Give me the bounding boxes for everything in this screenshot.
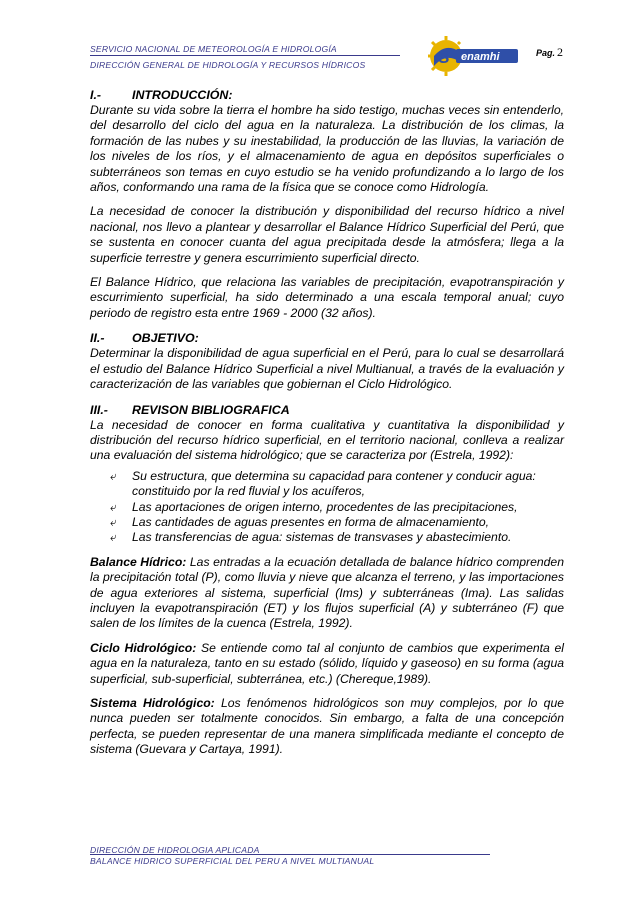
paragraph: El Balance Hídrico, que relaciona las variables de precipitación, evapotranspiración y escurrimiento superficial, ha sido determinado a una escala temporal anual; cuyo periodo de registro esta entre 1969 - 2000 (32 años). bbox=[90, 275, 564, 320]
footer-line1: DIRECCIÓN DE HIDROLOGIA APLICADA bbox=[90, 845, 260, 855]
page-number-value: 2 bbox=[557, 45, 564, 59]
list-item-text: Su estructura, que determina su capacidad para contener y conducir agua: constituido por la red fluvial y los acuíferos, bbox=[132, 468, 536, 499]
section-number: II.- bbox=[90, 331, 105, 346]
list-item bbox=[108, 530, 564, 545]
section-number: III.- bbox=[90, 402, 108, 417]
list-item-text: Las transferencias de agua: sistemas de transvases y abastecimiento. bbox=[132, 530, 512, 545]
term-sistema: Sistema Hidrológico: bbox=[90, 696, 215, 710]
term-balance: Balance Hídrico: bbox=[90, 554, 187, 569]
page-label: Pag. bbox=[536, 48, 556, 58]
list-item bbox=[108, 500, 564, 515]
list-item-text: Las aportaciones de origen interno, procedentes de las precipitaciones, bbox=[132, 499, 518, 514]
svg-text:S: S bbox=[438, 48, 450, 67]
page-number bbox=[536, 45, 563, 60]
definition-sistema: Los fenómenos hidrológicos son muy complejos, por lo que nunca pueden ser totalmente conocidos. Sin embargo, a falta de una concepción perfecta, se pueden representar de una manera simplificada mediante el concepto de sistema (Guevara y Cartaya, 1991). bbox=[90, 696, 564, 757]
paragraph: La necesidad de conocer la distribución y disponibilidad del recurso hídrico a nivel nacional, nos llevo a plantear y desarrollar el Balance Hídrico Superficial del Perú, que se sustenta en conocer cuanta del agua precipitada desde la atmósfera; llega a la superficie terrestre y genera escurrimiento superficial directo. bbox=[90, 204, 564, 265]
section-heading-objective bbox=[90, 330, 564, 346]
svg-text:enamhi: enamhi bbox=[461, 51, 500, 63]
footer-line2: BALANCE HIDRICO SUPERFICIAL DEL PERU A NIVEL MULTIANUAL bbox=[90, 854, 490, 866]
arrow-bullet-icon: ⤶ bbox=[110, 514, 117, 529]
document-body bbox=[90, 87, 564, 767]
section-heading-review bbox=[90, 402, 564, 418]
arrow-bullet-icon: ⤶ bbox=[110, 468, 117, 483]
paragraph: Durante su vida sobre la tierra el hombre ha sido testigo, muchas veces sin entenderlo, del desarrollo del ciclo del agua en la naturaleza. La distribución de los climas, la formación de las nubes y su inestabilidad, la producción de las lluvias, la variación de los niveles de los ríos, y el almacenamiento de agua en depósitos superficiales o subterráneos son temas en cuyo estudio se ha venido profundizando a lo largo de los años, conformando una rama de la física que se conoce como Hidrología. bbox=[90, 103, 564, 195]
arrow-bullet-icon: ⤶ bbox=[110, 499, 117, 514]
section-title: INTRODUCCIÓN: bbox=[132, 88, 233, 102]
page-footer bbox=[90, 845, 490, 866]
header-org: SERVICIO NACIONAL DE METEOROLOGÍA E HIDROLOGÍA bbox=[90, 44, 400, 56]
paragraph-ciclo bbox=[90, 641, 564, 687]
section-title: REVISON BIBLIOGRAFICA bbox=[132, 402, 290, 417]
paragraph: La necesidad de conocer en forma cualitativa y cuantitativa la disponibilidad y distribución del recurso hídrico superficial, en el territorio nacional, conlleva a realizar una evaluación del sistema hidrológico; que se caracteriza por (Estrela, 1992): bbox=[90, 417, 564, 463]
paragraph-sistema bbox=[90, 696, 564, 758]
paragraph: Determinar la disponibilidad de agua superficial en el Perú, para lo cual se desarrollará el estudio del Balance Hídrico Superficial a nivel Multianual, a través de la evaluación y caracterización de las variables que gobiernan el Ciclo Hidrológico. bbox=[90, 346, 564, 392]
paragraph-balance bbox=[90, 555, 564, 632]
definition-ciclo: Se entiende como tal al conjunto de cambios que experimenta el agua en la naturaleza, tanto en su estado (sólido, líquido y gaseoso) en su forma (agua superficial, sub-superficial, subterránea, etc.) (Chereque,1989). bbox=[90, 640, 565, 686]
section-title: OBJETIVO: bbox=[132, 331, 199, 346]
list-item bbox=[108, 469, 564, 500]
section-heading-intro bbox=[90, 87, 564, 103]
header-dept: DIRECCIÓN GENERAL DE HIDROLOGÍA Y RECURSOS HÍDRICOS bbox=[90, 60, 366, 70]
list-item-text: Las cantidades de aguas presentes en forma de almacenamiento, bbox=[132, 514, 490, 529]
senamhi-logo bbox=[426, 36, 522, 76]
list-item bbox=[108, 515, 564, 530]
term-ciclo: Ciclo Hidrológico: bbox=[90, 640, 197, 655]
bullet-list bbox=[90, 469, 564, 546]
arrow-bullet-icon: ⤶ bbox=[110, 530, 117, 545]
section-number: I.- bbox=[90, 88, 102, 102]
definition-balance: Las entradas a la ecuación detallada de balance hídrico comprenden la precipitación total (P), como lluvia y nieve que alcanza el terreno, y las importaciones de agua exteriores al sistema, superficial (Ims) y subterráneas (Ima). Las salidas incluyen la evapotranspiración (ET) y los flujos superficial (A) y subterráneo (F) que salen de los límites de la cuenca (Estrela, 1992). bbox=[90, 554, 564, 631]
